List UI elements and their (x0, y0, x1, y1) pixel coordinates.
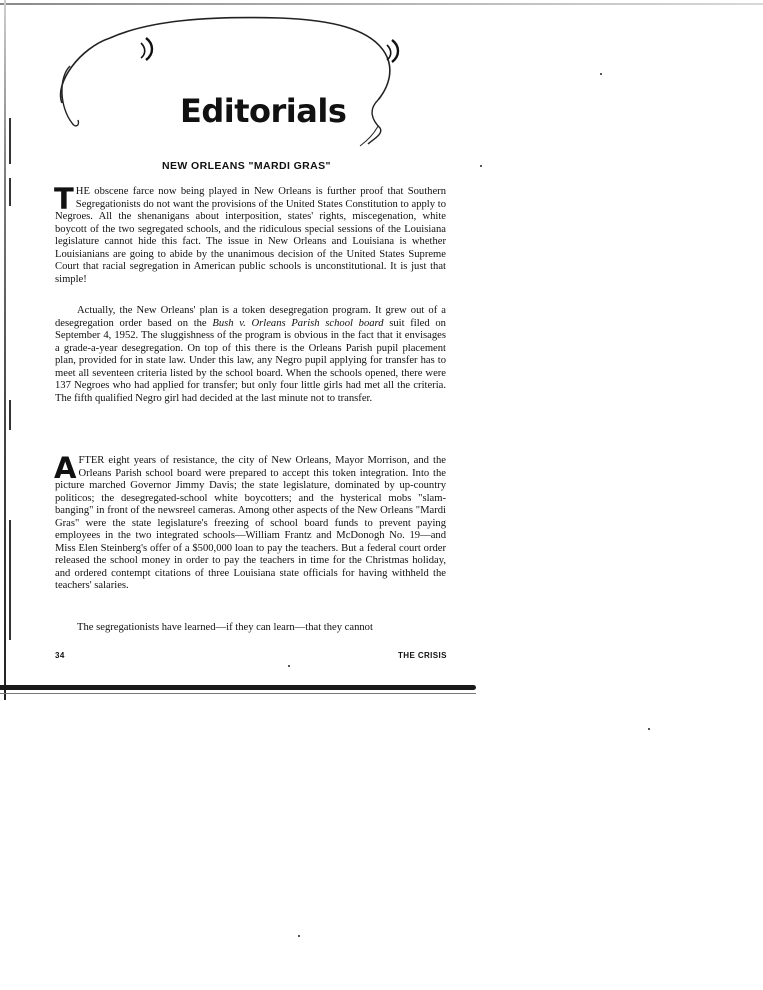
footer-rule-thin (0, 693, 476, 694)
paragraph-text: The segregationists have learned—if they can learn—that they cannot (77, 622, 373, 633)
scan-edge-top (0, 3, 763, 5)
footer-rule (0, 685, 476, 690)
article-headline: NEW ORLEANS "MARDI GRAS" (162, 160, 331, 172)
paragraph-text: FTER eight years of resistance, the city of New Orleans, Mayor Morrison, and the Orleans Parish school board were prepared to accept this token integration. Into the picture marched Governor Jimmy Davis; the state legislature, dominated by up-country politicos; the desegregated-school white boycotters; and the hysterical mobs "slam-banging" in front of the newsreel cameras. Among other aspects of the New Orleans "Mardi Gras" were the state legislature's freezing of school board funds to prevent paying employees in the two integrated schools—William Frantz and McDonogh No. 19—and Miss Elen Steinberg's offer of a $500,000 loan to pay the teachers. But a federal court order released the school money in order to pay the teachers in time for the Christmas holiday, and ordered contempt citations of three Louisiana state officials for having withheld the teachers' salaries. (55, 455, 446, 591)
case-name-italic: Bush v. Orleans Parish school board (212, 317, 384, 329)
scan-speck (298, 935, 300, 937)
scan-speck (648, 728, 650, 730)
article-paragraph (55, 622, 446, 635)
drop-cap: A (54, 451, 77, 485)
paragraph-text: HE obscene farce now being played in New Orleans is further proof that Southern Segregationists do not want the provisions of the United States Constitution to apply to Negroes. All the shenanigans about interposition, states' rights, miscegenation, white boycott of the two segregated schools, and the ridiculous special sessions of the Louisiana legislature cannot hide this fact. The issue in New Orleans and Louisiana is whether Louisianians are going to abide by the unanimous decision of the United States Supreme Court that racial segregation in American public schools is unconstitutional. It is just that simple! (55, 186, 446, 285)
scan-speck (288, 665, 290, 667)
binding-mark (9, 178, 11, 206)
binding-mark (9, 520, 11, 640)
drop-cap: T (54, 182, 74, 216)
article-paragraph (54, 182, 446, 286)
paragraph-text: suit filed on September 4, 1952. The sluggishness of the program is obvious in the fact that it envisages a grade-a-year desegregation. On top of this there is the Orleans Parish pupil placement plan, provided for in state law. Under this law, any Negro pupil applying for transfer has to meet all seventeen criteria listed by the school board. When the schools opened, there were 137 Negroes who had applied for transfer; but only four little girls had met all the criteria. The fifth qualified Negro girl had decided at the last minute not to transfer. (55, 317, 446, 404)
page-number: 34 (55, 651, 65, 660)
section-title: Editorials (180, 92, 347, 130)
scan-speck (600, 73, 602, 75)
binding-mark (9, 118, 11, 164)
scan-edge-left (4, 0, 6, 700)
article-paragraph (55, 305, 446, 405)
binding-mark (9, 400, 11, 430)
publication-name: THE CRISIS (398, 651, 447, 660)
flourish-banner-ornament (50, 8, 410, 158)
paragraph-text: Actually, the New Orleans' plan is a token desegregation program. It grew out of a desegregation order based on the (55, 305, 446, 329)
article-paragraph (54, 451, 446, 593)
scan-speck (480, 165, 482, 167)
